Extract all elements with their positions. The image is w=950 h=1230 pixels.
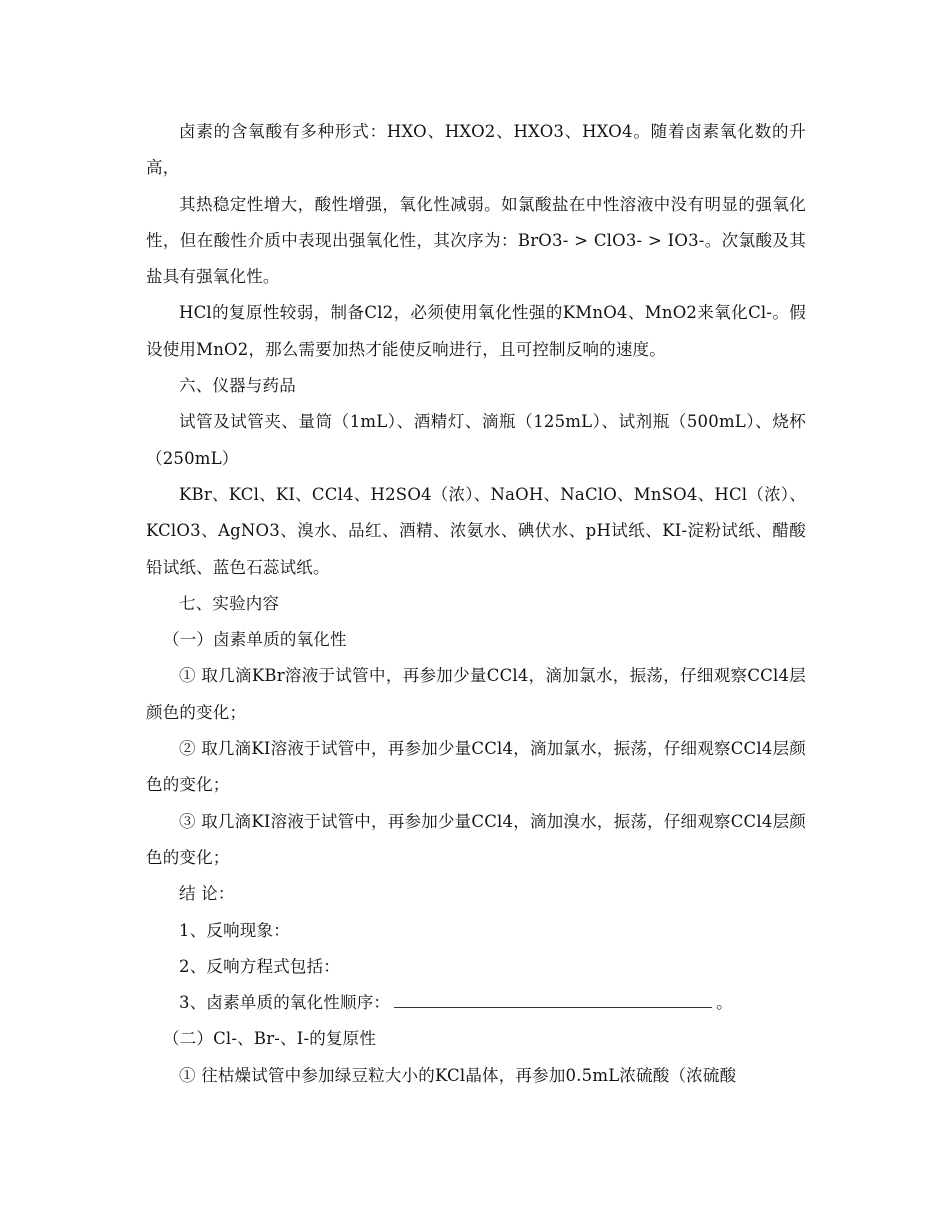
conclusion-heading: 结 论：	[179, 884, 235, 904]
answer-blank-line[interactable]	[394, 992, 712, 1008]
step-2: ② 取几滴KI溶液于试管中，再参加少量CCl4，滴加氯水，振荡，仔细观察CCl4层颜色的变化；	[146, 739, 806, 795]
section-heading-contents: 七、实验内容	[179, 593, 280, 613]
conclusion-item-3-suffix: 。	[716, 993, 733, 1013]
paragraph-hcl-reduction: HCl的复原性较弱，制备Cl2，必须使用氧化性强的KMnO4、MnO2来氧化Cl-。假设使用MnO2，那么需要加热才能使反响进行，且可控制反响的速度。	[146, 303, 806, 359]
step-1: ① 取几滴KBr溶液于试管中，再参加少量CCl4，滴加氯水，振荡，仔细观察CCl4层颜色的变化；	[146, 666, 806, 722]
paragraph-instruments: 试管及试管夹、量筒（1mL）、酒精灯、滴瓶（125mL）、试剂瓶（500mL）、烧杯（250mL）	[146, 412, 806, 468]
paragraph-reagents: KBr、KCl、KI、CCl4、H2SO4（浓）、NaOH、NaClO、MnSO4、HCl（浓）、KClO3、AgNO3、溴水、品红、酒精、浓氨水、碘伏水、pH试纸、KI-淀粉试纸、醋酸铅试纸、蓝色石蕊试纸。	[146, 484, 806, 577]
step-kcl: ① 往枯燥试管中参加绿豆粒大小的KCl晶体，再参加0.5mL浓硫酸（浓硫酸	[179, 1065, 737, 1085]
subsection-heading-oxidizing: （一）卤素单质的氧化性	[163, 630, 347, 650]
conclusion-item-1: 1、反响现象：	[179, 920, 290, 940]
conclusion-item-3	[146, 985, 806, 1021]
step-3: ③ 取几滴KI溶液于试管中，再参加少量CCl4，滴加溴水，振荡，仔细观察CCl4层颜色的变化；	[146, 811, 806, 867]
conclusion-item-2: 2、反响方程式包括：	[179, 956, 340, 976]
paragraph-stability: 其热稳定性增大，酸性增强，氧化性减弱。如氯酸盐在中性溶液中没有明显的强氧化性，但在酸性介质中表现出强氧化性，其次序为：BrO3- > ClO3- > IO3-。次氯酸及其盐具有强氧化性。	[146, 194, 806, 287]
document-page	[146, 114, 806, 1094]
subsection-heading-reducing: （二）Cl-、Br-、I-的复原性	[163, 1029, 377, 1049]
section-heading-instruments: 六、仪器与药品	[179, 376, 296, 396]
conclusion-item-3-label: 3、卤素单质的氧化性顺序：	[179, 993, 391, 1013]
paragraph-oxyacids: 卤素的含氧酸有多种形式：HXO、HXO2、HXO3、HXO4。随着卤素氧化数的升高，	[146, 122, 806, 178]
